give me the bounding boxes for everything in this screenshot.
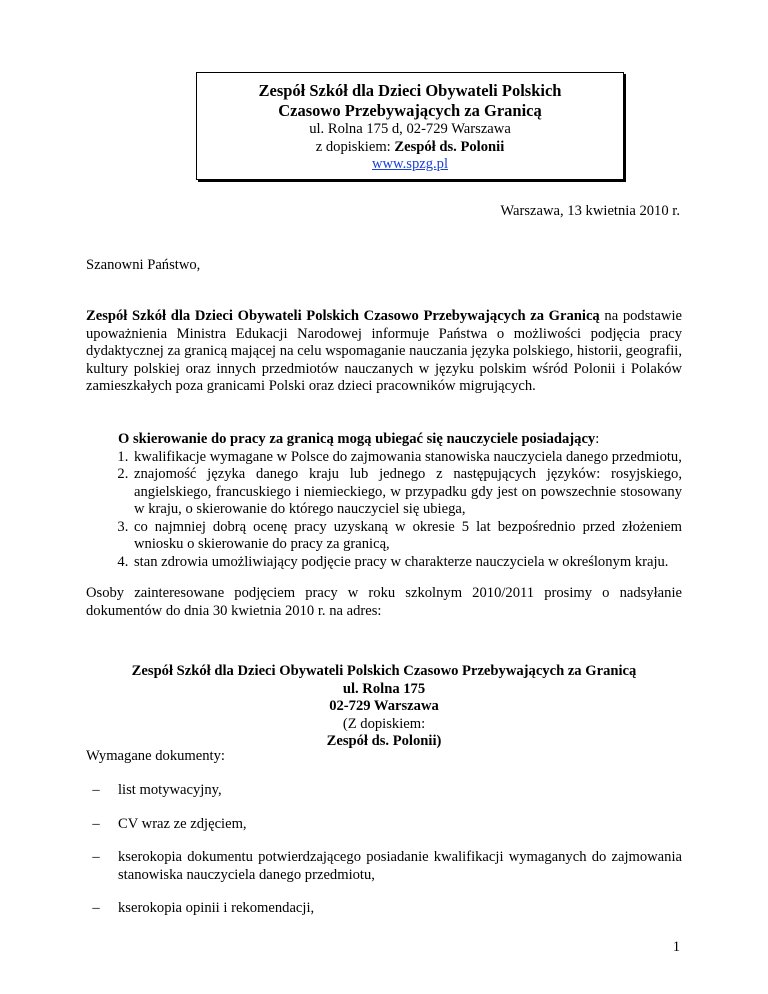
intro-paragraph [86, 308, 682, 396]
address-line4-bold: Zespół ds. Polonii) [326, 733, 442, 749]
document-item [86, 782, 682, 800]
intro-text: na podstawie upoważnienia Ministra Edukacji Narodowej informuje Państwa o możliwości podjęcia pracy dydaktycznej za granicą mającej na celu wspomaganie nauczania języka polskiego, historii, geografii, kultury polskiej oraz innych przedmiotów nauczanych w języku polskim wśród Polonii i Polaków zamieszkałych poza granicami Polski oraz dzieci pracowników migrujących. [86, 308, 682, 394]
letter-date: Warszawa, 13 kwietnia 2010 r. [500, 203, 680, 219]
document-item-text: kserokopia opinii i rekomendacji, [118, 900, 315, 916]
documents-label: Wymagane dokumenty: [86, 748, 225, 764]
requirements-heading [86, 431, 682, 449]
requirements-section [86, 431, 682, 571]
letterhead-box [196, 72, 624, 180]
requirement-item: 3. co najmniej dobrą ocenę pracy uzyskaną w okresie 5 lat bezpośrednio przed złożeniem wniosku o skierowanie do pracy za granicą, [132, 519, 682, 554]
address-line1: Zespół Szkół dla Dzieci Obywateli Polskich Czasowo Przebywających za Granicą [131, 663, 637, 679]
mailing-address [86, 663, 682, 751]
document-item-text: kserokopia dokumentu potwierdzającego posiadanie kwalifikacji wymaganych do zajmowania stanowiska nauczyciela danego przedmiotu, [118, 849, 682, 883]
documents-list [86, 782, 682, 934]
interest-paragraph: Osoby zainteresowane podjęciem pracy w roku szkolnym 2010/2011 prosimy o nadsyłanie dokumentów do dnia 30 kwietnia 2010 r. na adres: [86, 585, 682, 619]
requirement-item: 1. kwalifikacje wymagane w Polsce do zajmowania stanowiska nauczyciela danego przedmiotu, [132, 449, 682, 467]
document-item [86, 816, 682, 834]
document-item [86, 900, 682, 918]
letterhead-title-line2: Czasowo Przebywających za Granicą [278, 101, 542, 120]
address-line3: 02-729 Warszawa [329, 698, 439, 714]
requirement-item: 2. znajomość języka danego kraju lub jednego z następujących języków: rosyjskiego, angielskiego, francuskiego i niemieckiego, w przypadku gdy jest on powszechnie stosowany w kraju, o skierowanie do którego nauczyciel się ubiega, [132, 466, 682, 519]
requirements-heading-bold: O skierowanie do pracy za granicą mogą ubiegać się nauczyciele posiadający [118, 431, 596, 447]
letterhead-address: ul. Rolna 175 d, 02-729 Warszawa [309, 121, 511, 137]
dash-bullet: – [92, 815, 100, 832]
letterhead-note [197, 139, 623, 157]
letterhead-note-prefix: z dopiskiem: [315, 138, 395, 155]
document-item-text: CV wraz ze zdjęciem, [118, 815, 247, 832]
website-link[interactable]: www.spzg.pl [371, 156, 449, 172]
dash-bullet: – [92, 900, 100, 916]
greeting: Szanowni Państwo, [86, 257, 201, 273]
letterhead-title-line1: Zespół Szkół dla Dzieci Obywateli Polskich [258, 81, 562, 100]
intro-bold-lead: Zespół Szkół dla Dzieci Obywateli Polskich Czasowo Przebywających za Granicą [86, 308, 600, 324]
requirements-list [86, 449, 682, 572]
document-item [86, 849, 682, 884]
dash-bullet: – [92, 782, 100, 798]
letterhead-note-bold: Zespół ds. Polonii [394, 138, 505, 155]
requirements-heading-colon: : [595, 431, 600, 447]
address-line2: ul. Rolna 175 [342, 680, 426, 697]
document-item-text: list motywacyjny, [118, 782, 222, 798]
address-line4-prefix: (Z dopiskiem: [342, 715, 426, 732]
requirement-item: 4. stan zdrowia umożliwiający podjęcie pracy w charakterze nauczyciela w określonym kraju. [132, 554, 682, 572]
address-line4 [86, 716, 682, 751]
page-number: 1 [672, 939, 680, 955]
letterhead-website-wrap [197, 156, 623, 174]
dash-bullet: – [92, 849, 100, 865]
